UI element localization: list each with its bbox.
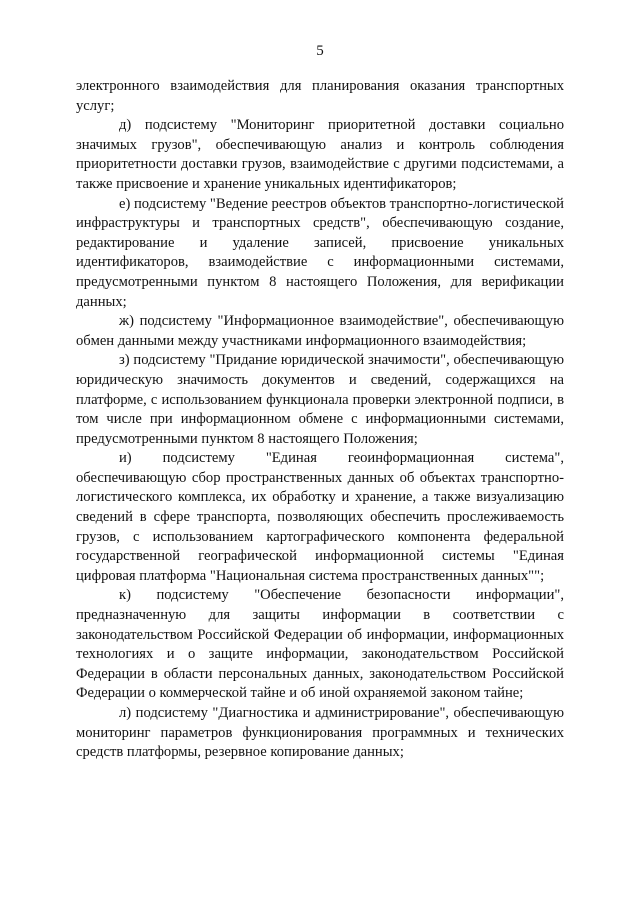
page-number: 5 (316, 43, 324, 59)
document-body (76, 77, 564, 763)
paragraph-item-z: з) подсистему "Придание юридической значимости", обеспечивающую юридическую значимость документов и сведений, содержащихся на платформе, с использованием функционала проверки электронной подписи, в том числе при информационном обмене с информационными системами, предусмотренными пунктом 8 настоящего Положения; (76, 352, 564, 447)
paragraph-item-k: к) подсистему "Обеспечение безопасности информации", предназначенную для защиты информации в соответствии с законодательством Российской Федерации об информации, информационных технологиях и о защите информации, законодательством Российской Федерации в области персональных данных, законодательством Российской Федерации о коммерческой тайне и об иной охраняемой законом тайне; (76, 587, 564, 702)
paragraph-item-l: л) подсистему "Диагностика и администрирование", обеспечивающую мониторинг параметров функционирования программных и технических средств платформы, резервное копирование данных; (76, 705, 564, 761)
paragraph-item-e: е) подсистему "Ведение реестров объектов транспортно-логистической инфраструктуры и транспортных средств", обеспечивающую создание, редактирование и удаление записей, присвоение уникальных идентификаторов, взаимодействие с информационными системами, предусмотренными пунктом 8 настоящего Положения, для верификации данных; (76, 195, 564, 310)
paragraph-item-d: д) подсистему "Мониторинг приоритетной доставки социально значимых грузов", обеспечивающую анализ и контроль соблюдения приоритетности доставки грузов, взаимодействие с другими подсистемами, а также присвоение и хранение уникальных идентификаторов; (76, 117, 564, 192)
paragraph-item-zh: ж) подсистему "Информационное взаимодействие", обеспечивающую обмен данными между участниками информационного взаимодействия; (76, 313, 564, 349)
paragraph-item-i: и) подсистему "Единая геоинформационная система", обеспечивающую сбор пространственных данных об объектах транспортно-логистического комплекса, их обработку и хранение, а также визуализацию сведений в сфере транспорта, позволяющих обеспечить прослеживаемость грузов, с использованием картографического компонента федеральной государственной географической информационной системы "Единая цифровая платформа "Национальная система пространственных данных""; (76, 450, 564, 584)
paragraph-continuation: электронного взаимодействия для планирования оказания транспортных услуг; (76, 78, 564, 114)
